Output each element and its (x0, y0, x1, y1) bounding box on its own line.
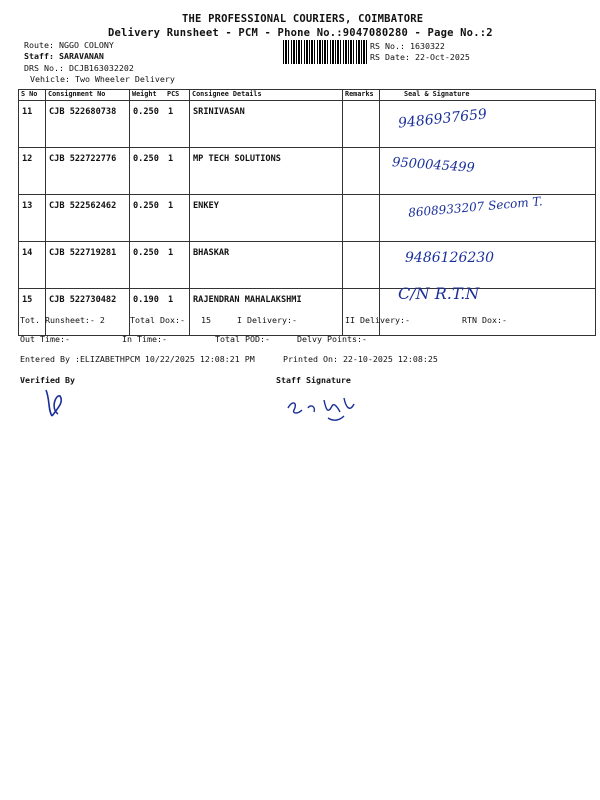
entered-by: Entered By :ELIZABETHPCM 10/22/2025 12:08:21 PM (20, 354, 255, 364)
verified-signature (38, 386, 78, 426)
staff-signature (284, 392, 364, 428)
table-row (19, 101, 596, 148)
total-dox-count: 15 (201, 315, 211, 325)
printed-on: Printed On: 22-10-2025 12:08:25 (283, 354, 438, 364)
cell-sno: 11 (19, 101, 46, 148)
ii-delivery: II Delivery:- (345, 315, 410, 325)
cell-weight: 0.250 (130, 148, 166, 195)
cell-remarks (343, 195, 380, 242)
cell-pcs: 1 (165, 148, 190, 195)
company-name: THE PROFESSIONAL COURIERS, COIMBATORE (182, 13, 424, 25)
cell-consignee: ENKEY (190, 195, 343, 242)
delvy-points: Delvy Points:- (297, 334, 367, 344)
cell-pcs: 1 (165, 289, 190, 336)
cell-consignee: SRINIVASAN (190, 101, 343, 148)
runsheet-subtitle: Delivery Runsheet - PCM - Phone No.:9047080280 - Page No.:2 (108, 27, 493, 39)
header-consignment: Consignment No (46, 90, 130, 101)
out-time: Out Time:- (20, 334, 70, 344)
cell-sno: 15 (19, 289, 46, 336)
handwritten-signature: C/N R.T.N (398, 284, 480, 303)
handwritten-signature: 9486126230 (405, 250, 495, 266)
cell-sno: 12 (19, 148, 46, 195)
cell-consignment: CJB 522719281 (46, 242, 130, 289)
cell-pcs: 1 (165, 242, 190, 289)
header-pcs: PCS (165, 90, 190, 101)
cell-weight: 0.250 (130, 195, 166, 242)
cell-consignment: CJB 522562462 (46, 195, 130, 242)
i-delivery: I Delivery:- (237, 315, 297, 325)
barcode (283, 40, 367, 64)
header-consignee: Consignee Details (190, 90, 343, 101)
cell-remarks (343, 242, 380, 289)
rs-date: RS Date: 22-Oct-2025 (370, 52, 470, 62)
handwritten-signature: 9500045499 (391, 155, 476, 176)
table-row (19, 289, 596, 336)
table-row (19, 148, 596, 195)
cell-remarks (343, 148, 380, 195)
cell-remarks (343, 289, 380, 336)
cell-consignment: CJB 522680738 (46, 101, 130, 148)
header-sno: S No (19, 90, 46, 101)
header-weight: Weight (130, 90, 166, 101)
handwritten-signature: 9486937659 (397, 106, 488, 132)
handwritten-signature: 8608933207 Secom T. (407, 194, 544, 220)
drs-number: DRS No.: DCJB163032202 (24, 63, 134, 73)
staff-label: Staff: SARAVANAN (24, 51, 104, 61)
cell-consignee: RAJENDRAN MAHALAKSHMI (190, 289, 343, 336)
cell-sno: 13 (19, 195, 46, 242)
total-dox-label: Total Dox:- (130, 315, 185, 325)
cell-consignee: MP TECH SOLUTIONS (190, 148, 343, 195)
staff-signature-label: Staff Signature (276, 375, 351, 385)
header-signature: Seal & Signature (380, 90, 596, 101)
in-time: In Time:- (122, 334, 167, 344)
route-label: Route: NGGO COLONY (24, 40, 114, 50)
cell-sno: 14 (19, 242, 46, 289)
cell-pcs: 1 (165, 101, 190, 148)
cell-consignment: CJB 522730482 (46, 289, 130, 336)
cell-weight: 0.190 (130, 289, 166, 336)
cell-consignment: CJB 522722776 (46, 148, 130, 195)
cell-pcs: 1 (165, 195, 190, 242)
tot-runsheet: Tot. Runsheet:- 2 (20, 315, 105, 325)
header-remarks: Remarks (343, 90, 380, 101)
cell-weight: 0.250 (130, 242, 166, 289)
vehicle-label: Vehicle: Two Wheeler Delivery (30, 74, 175, 84)
verified-by-label: Verified By (20, 375, 75, 385)
total-pod: Total POD:- (215, 334, 270, 344)
cell-remarks (343, 101, 380, 148)
rs-number: RS No.: 1630322 (370, 41, 445, 51)
table-row (19, 242, 596, 289)
cell-weight: 0.250 (130, 101, 166, 148)
cell-consignee: BHASKAR (190, 242, 343, 289)
rtn-dox: RTN Dox:- (462, 315, 507, 325)
runsheet-table (18, 89, 596, 336)
table-header-row (19, 90, 596, 101)
